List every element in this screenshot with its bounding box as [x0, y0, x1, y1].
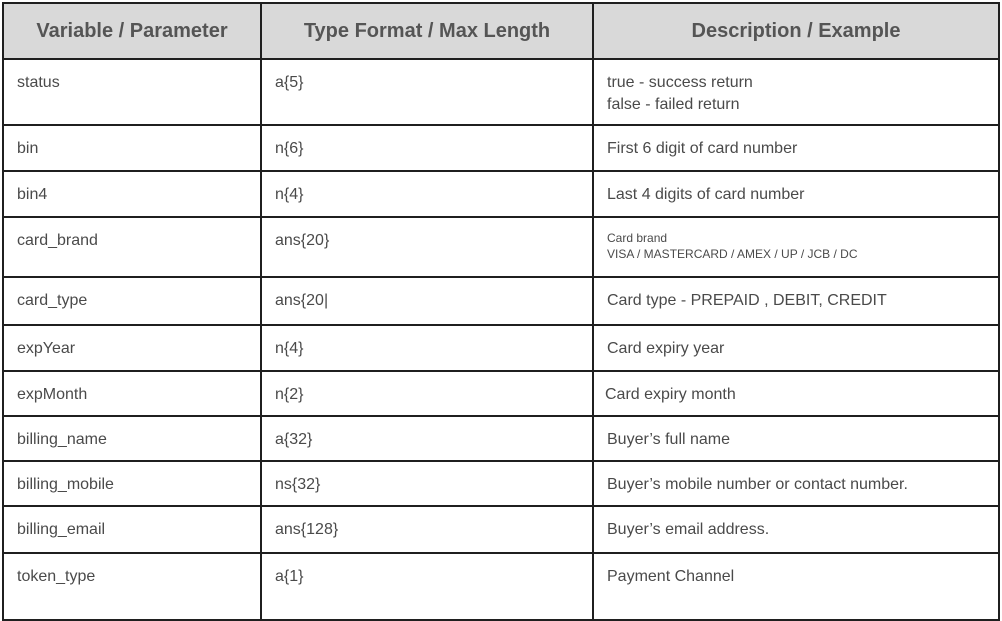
table-row-card-type	[3, 277, 999, 325]
param-cell: expMonth	[3, 371, 261, 416]
table-row-token-type	[3, 553, 999, 620]
param-cell: card_brand	[3, 217, 261, 277]
table-header	[3, 3, 999, 59]
param-cell: expYear	[3, 325, 261, 371]
header-description: Description / Example	[593, 3, 999, 59]
table-row-billing-email	[3, 506, 999, 553]
type-cell: ans{20}	[261, 217, 593, 277]
table-row-card-brand	[3, 217, 999, 277]
table-row-exp-month	[3, 371, 999, 416]
type-cell: ans{128}	[261, 506, 593, 553]
table-row-bin	[3, 125, 999, 171]
type-cell: n{6}	[261, 125, 593, 171]
table-row-exp-year	[3, 325, 999, 371]
type-cell: ns{32}	[261, 461, 593, 506]
param-cell: bin4	[3, 171, 261, 217]
type-cell: a{5}	[261, 59, 593, 125]
type-cell: n{4}	[261, 325, 593, 371]
table-row-status	[3, 59, 999, 125]
desc-cell: Card type - PREPAID , DEBIT, CREDIT	[593, 277, 999, 325]
param-cell: status	[3, 59, 261, 125]
desc-cell: First 6 digit of card number	[593, 125, 999, 171]
desc-cell: Last 4 digits of card number	[593, 171, 999, 217]
table-body	[3, 59, 999, 620]
param-cell: billing_name	[3, 416, 261, 461]
param-cell: card_type	[3, 277, 261, 325]
desc-line: Card brand	[607, 231, 668, 245]
type-cell: ans{20|	[261, 277, 593, 325]
desc-cell: Buyer’s email address.	[593, 506, 999, 553]
type-cell: a{32}	[261, 416, 593, 461]
desc-cell: Buyer’s full name	[593, 416, 999, 461]
desc-cell: Buyer’s mobile number or contact number.	[593, 461, 999, 506]
desc-cell: Card expiry year	[593, 325, 999, 371]
param-cell: billing_mobile	[3, 461, 261, 506]
desc-line: VISA / MASTERCARD / AMEX / UP / JCB / DC	[607, 247, 858, 261]
desc-cell	[593, 217, 999, 277]
header-type-format: Type Format / Max Length	[261, 3, 593, 59]
param-cell: billing_email	[3, 506, 261, 553]
desc-cell: Card expiry month	[593, 371, 999, 416]
type-cell: a{1}	[261, 553, 593, 620]
param-cell: token_type	[3, 553, 261, 620]
table-row-billing-name	[3, 416, 999, 461]
type-cell: n{4}	[261, 171, 593, 217]
parameter-table	[2, 2, 1000, 621]
desc-cell	[593, 59, 999, 125]
table-row-bin4	[3, 171, 999, 217]
desc-line: true - success return	[607, 74, 753, 91]
desc-line: false - failed return	[607, 96, 740, 113]
table-row-billing-mobile	[3, 461, 999, 506]
desc-cell: Payment Channel	[593, 553, 999, 620]
type-cell: n{2}	[261, 371, 593, 416]
header-row	[3, 3, 999, 59]
header-variable-parameter: Variable / Parameter	[3, 3, 261, 59]
param-cell: bin	[3, 125, 261, 171]
